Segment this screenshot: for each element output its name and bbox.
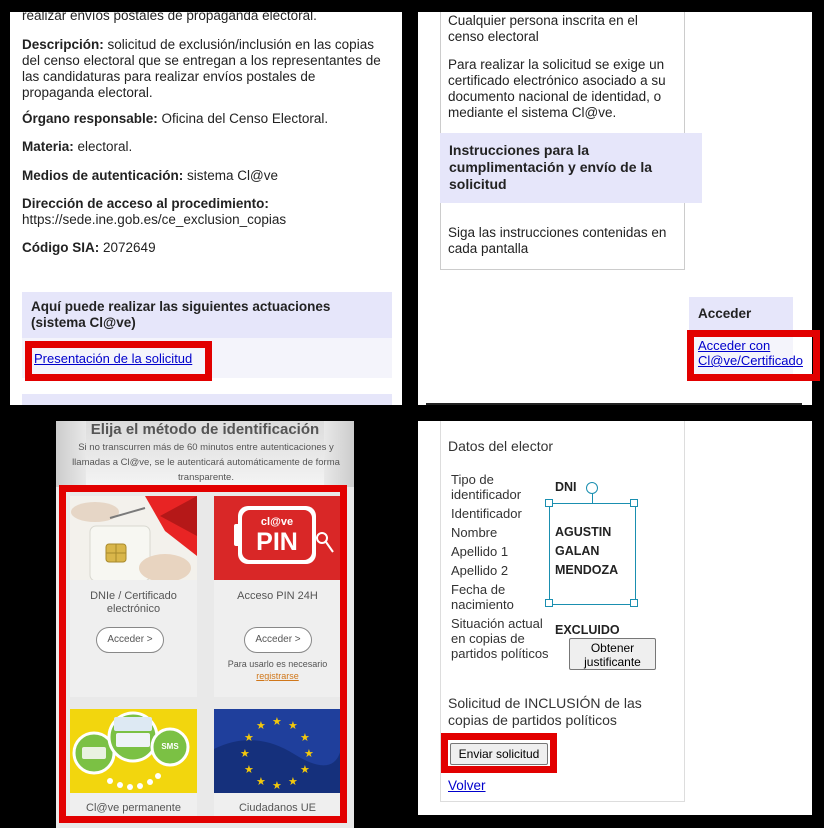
- medios-row: [22, 168, 390, 184]
- presentacion-solicitud-link[interactable]: Presentación de la solicitud: [34, 351, 193, 366]
- clave-logo-text: cl@ve: [260, 516, 294, 528]
- cut-off-text: realizar envíos postales de propaganda electoral.: [22, 12, 317, 23]
- acceder-header: [689, 297, 793, 330]
- resize-handle-ne[interactable]: [630, 499, 638, 507]
- tile-dnie-caption: DNIe / Certificado electrónico: [90, 590, 177, 615]
- identification-header: [56, 421, 354, 487]
- resize-handle-se[interactable]: [630, 599, 638, 607]
- procedure-info-panel: [10, 12, 402, 405]
- direccion-label: Dirección de acceso al procedimiento:: [22, 196, 269, 211]
- codigo-label: Código SIA:: [22, 240, 100, 255]
- medios-label: Medios de autenticación:: [22, 168, 184, 183]
- label-apellido1: Apellido 1: [451, 544, 509, 559]
- instrucciones-text: Siga las instrucciones contenidas en cada pantalla: [448, 225, 667, 256]
- svg-text:★: ★: [288, 719, 298, 732]
- svg-text:★: ★: [244, 763, 254, 776]
- obtener-justificante-button[interactable]: Obtener justificante: [569, 638, 656, 670]
- value-nombre: AGUSTIN: [555, 525, 612, 539]
- organo-row: [22, 111, 390, 127]
- svg-text:★: ★: [272, 779, 282, 792]
- descripcion-value: solicitud de exclusión/inclusión en las copias del censo electoral que se entregan a los representantes de las candidaturas para realizar envíos postales de propaganda electoral.: [22, 37, 381, 100]
- tile-pin-caption: Acceso PIN 24H: [237, 590, 318, 602]
- rotate-handle[interactable]: [586, 482, 598, 494]
- tile-ue-caption: Ciudadanos UE: [238, 802, 317, 814]
- pin-logo-text: PIN: [256, 528, 298, 556]
- tile-pin24h[interactable]: [214, 496, 341, 697]
- direccion-value: https://sede.ine.gob.es/ce_exclusion_copias: [22, 212, 287, 227]
- instrucciones-header-text: Instrucciones para la cumplimentación y envío de la solicitud: [449, 142, 653, 192]
- volver-link[interactable]: Volver: [448, 778, 486, 793]
- svg-text:★: ★: [304, 747, 314, 760]
- label-situacion: Situación actual en copias de partidos políticos: [451, 616, 549, 661]
- dnie-card-icon: [70, 496, 197, 580]
- materia-value: electoral.: [77, 139, 133, 154]
- label-identificador: Identificador: [451, 506, 522, 521]
- value-apellido1: GALAN: [555, 544, 600, 558]
- pin-note: Para usarlo es necesario: [227, 659, 328, 669]
- dnie-acceder-button[interactable]: Acceder >: [96, 627, 164, 653]
- organo-value: Oficina del Censo Electoral.: [161, 111, 329, 126]
- clave-permanente-icon: [70, 709, 197, 793]
- value-situacion: EXCLUIDO: [555, 623, 620, 637]
- identification-title: Elija el método de identificación: [90, 421, 320, 438]
- svg-text:★: ★: [256, 719, 266, 732]
- acceder-header-text: Acceder: [698, 306, 752, 321]
- label-fecha: Fecha de nacimiento: [451, 582, 514, 612]
- value-tipo: DNI: [555, 480, 577, 494]
- sms-icon-text: SMS: [161, 742, 179, 751]
- svg-text:★: ★: [288, 775, 298, 788]
- label-apellido2: Apellido 2: [451, 563, 509, 578]
- svg-text:★: ★: [244, 731, 254, 744]
- svg-text:★: ★: [300, 763, 310, 776]
- bottom-divider: [426, 403, 802, 405]
- organo-label: Órgano responsable:: [22, 111, 158, 126]
- value-apellido2: MENDOZA: [555, 563, 619, 577]
- descripcion-row: [22, 37, 390, 101]
- instrucciones-header: [440, 133, 702, 203]
- selection-box[interactable]: [549, 503, 636, 605]
- requirements-panel: [418, 12, 812, 405]
- codigo-row: [22, 240, 390, 256]
- inclusion-title: Solicitud de INCLUSIÓN de las copias de partidos políticos: [448, 695, 642, 728]
- materia-label: Materia:: [22, 139, 74, 154]
- enviar-solicitud-button[interactable]: Enviar solicitud: [450, 743, 548, 765]
- resize-handle-sw[interactable]: [545, 599, 553, 607]
- acceder-clave-certificado-link[interactable]: Acceder con Cl@ve/Certificado: [698, 338, 803, 368]
- svg-text:★: ★: [256, 775, 266, 788]
- codigo-value: 2072649: [103, 240, 156, 255]
- registrarse-link[interactable]: registrarse: [256, 671, 299, 681]
- actuaciones-header-text: Aquí puede realizar las siguientes actuaciones (sistema Cl@ve): [31, 299, 331, 330]
- label-tipo: Tipo de identificador: [451, 472, 522, 502]
- materia-row: [22, 139, 390, 155]
- tile-permanente-caption: Cl@ve permanente: [86, 802, 181, 814]
- svg-text:★: ★: [240, 747, 250, 760]
- resize-handle-nw[interactable]: [545, 499, 553, 507]
- datos-elector-title: Datos del elector: [448, 438, 554, 454]
- label-nombre: Nombre: [451, 525, 498, 540]
- svg-text:★: ★: [300, 731, 310, 744]
- identification-subtitle: Si no transcurren más de 60 minutos entre autenticaciones y llamadas a Cl@ve, se le autenticará automáticamente de forma transparente.: [72, 442, 340, 483]
- elector-data-panel: [418, 421, 812, 815]
- tile-dnie[interactable]: [70, 496, 197, 697]
- svg-text:★: ★: [272, 715, 282, 728]
- descripcion-label: Descripción:: [22, 37, 104, 52]
- requisito-text: Para realizar la solicitud se exige un certificado electrónico asociado a su documento nacional de identidad, o mediante el sistema Cl@ve.: [448, 57, 666, 120]
- actuaciones-header: [22, 292, 392, 338]
- quien-text: Cualquier persona inscrita en el censo electoral: [448, 13, 638, 44]
- identification-method-panel: [56, 421, 354, 828]
- medios-value: sistema Cl@ve: [187, 168, 279, 183]
- tile-clave-permanente[interactable]: [70, 709, 197, 817]
- eu-flag-icon: [214, 709, 341, 793]
- pin-acceder-button[interactable]: Acceder >: [244, 627, 312, 653]
- direccion-row: [22, 196, 390, 228]
- tile-ciudadanos-ue[interactable]: [214, 709, 341, 817]
- next-section-header: [22, 394, 392, 405]
